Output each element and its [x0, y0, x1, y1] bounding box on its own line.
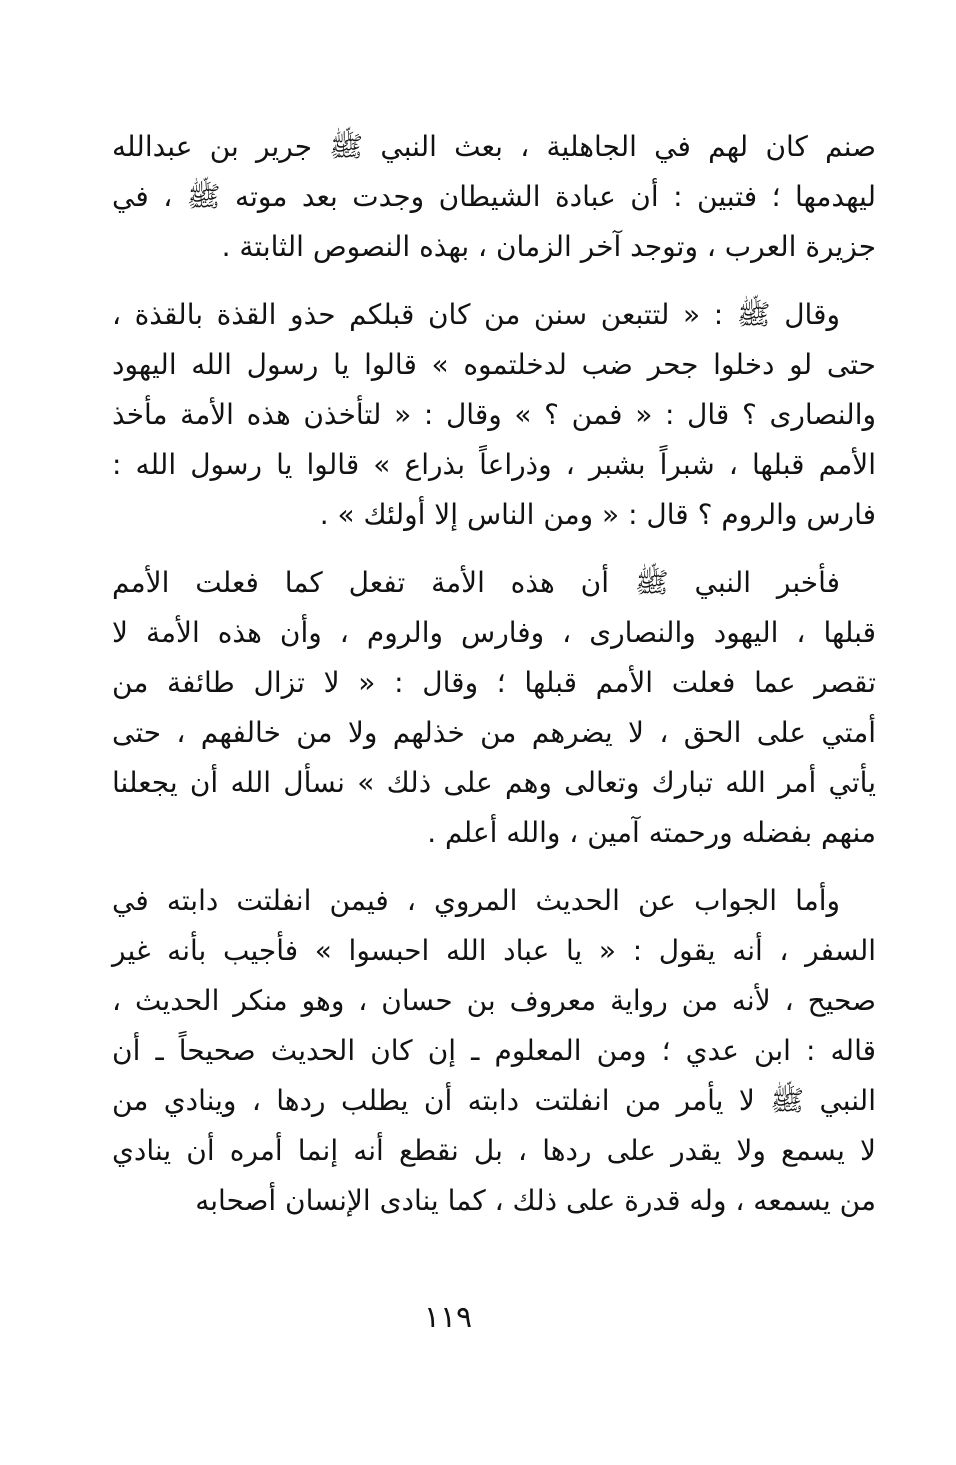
text-line: يأتي أمر الله تبارك وتعالى وهم على ذلك » نسأل الله أن يجعلنا [112, 766, 876, 799]
text-line: الأمم قبلها ، شبراً بشبر ، وذراعاً بذراع » قالوا يا رسول الله : [112, 448, 876, 481]
text-line: والنصارى ؟ قال : « فمن ؟ » وقال : « لتأخذن هذه الأمة مأخذ [112, 398, 876, 431]
text-line: من يسمعه ، وله قدرة على ذلك ، كما ينادى الإنسان أصحابه [195, 1184, 876, 1217]
text-line: حتى لو دخلوا جحر ضب لدخلتموه » قالوا يا رسول الله اليهود [112, 348, 876, 381]
text-line: قاله : ابن عدي ؛ ومن المعلوم ـ إن كان الحديث صحيحاً ـ أن [112, 1034, 876, 1067]
text-line: صحيح ، لأنه من رواية معروف بن حسان ، وهو منكر الحديث ، [112, 984, 876, 1017]
text-line: تقصر عما فعلت الأمم قبلها ؛ وقال : « لا تزال طائفة من [112, 666, 876, 699]
paragraph [112, 876, 876, 1226]
text-line: وأما الجواب عن الحديث المروي ، فيمن انفلتت دابته في [112, 884, 840, 917]
paragraph [112, 122, 876, 272]
text-line: صنم كان لهم في الجاهلية ، بعث النبي ﷺ جرير بن عبدالله [112, 130, 876, 163]
text-line: النبي ﷺ لا يأمر من انفلتت دابته أن يطلب ردها ، وينادي من [112, 1084, 876, 1117]
text-line: وقال ﷺ : « لتتبعن سنن من كان قبلكم حذو القذة بالقذة ، [112, 298, 840, 331]
text-line: لا يسمع ولا يقدر على ردها ، بل نقطع أنه إنما أمره أن ينادي [112, 1134, 876, 1167]
paragraph [112, 290, 876, 540]
paragraph [112, 558, 876, 858]
text-line: جزيرة العرب ، وتوجد آخر الزمان ، بهذه النصوص الثابتة . [221, 230, 876, 263]
text-line: ليهدمها ؛ فتبين : أن عبادة الشيطان وجدت بعد موته ﷺ ، في [112, 180, 876, 213]
text-line: السفر ، أنه يقول : « يا عباد الله احبسوا » فأجيب بأنه غير [112, 934, 876, 967]
text-line: منهم بفضله ورحمته آمين ، والله أعلم . [427, 816, 876, 849]
page-number: ١١٩ [423, 1300, 473, 1335]
text-line: أمتي على الحق ، لا يضرهم من خذلهم ولا من خالفهم ، حتى [112, 716, 876, 749]
page-text-block [112, 122, 876, 1226]
text-line: قبلها ، اليهود والنصارى ، وفارس والروم ، وأن هذه الأمة لا [112, 616, 876, 649]
text-line: فارس والروم ؟ قال : « ومن الناس إلا أولئك » . [319, 498, 876, 531]
text-line: فأخبر النبي ﷺ أن هذه الأمة تفعل كما فعلت الأمم [112, 566, 840, 599]
